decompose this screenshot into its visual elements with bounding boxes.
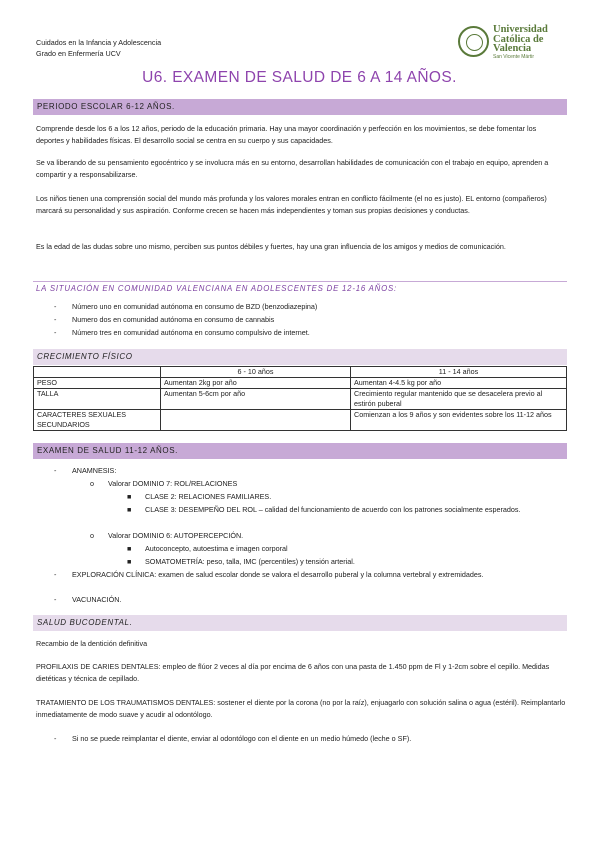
list-item: - EXPLORACIÓN CLÍNICA: examen de salud escolar donde se valora el desarrollo puberal y la columna vertebral y extremidades. [54,570,484,579]
degree-name: Grado en Enfermería UCV [36,49,121,58]
paragraph: TRATAMIENTO DE LOS TRAUMATISMOS DENTALES: sostener el diente por la corona (no por la raíz), enjuagarlo con solución salina o agua (estéril). Reimplantarlo inmediatamente de modo suave y acudir al odontólogo. [36,698,566,719]
table-row [34,389,567,410]
list-item: - ANAMNESIS: [54,466,117,475]
course-name: Cuidados en la Infancia y Adolescencia [36,38,162,47]
running-header [36,37,161,59]
table-cell [161,410,351,431]
list-item: - Si no se puede reimplantar el diente, enviar al odontólogo con el diente en un medio húmedo (leche o SF). [54,734,412,743]
list-item: - Número tres en comunidad autónoma en consumo compulsivo de internet. [54,328,310,337]
section-heading-periodo-escolar: PERIODO ESCOLAR 6-12 AÑOS. [33,99,567,115]
list-item: o Valorar DOMINIO 7: ROL/RELACIONES [90,479,238,488]
section-heading-salud-bucodental: SALUD BUCODENTAL. [33,615,567,631]
table-cell: CARACTERES SEXUALES SECUNDARIOS [34,410,161,431]
table-cell: Crecimiento regular mantenido que se desacelera previo al estirón puberal [351,389,567,410]
paragraph: PROFILAXIS DE CARIES DENTALES: empleo de flúor 2 veces al día por encima de 6 años con una pasta de 1.450 ppm de Fl y 1-2cm sobre el cepillo. Medidas dietéticas y técnica de cepillado. [36,662,550,683]
list-item: ■ CLASE 3: DESEMPEÑO DEL ROL – calidad del funcionamiento de acuerdo con los patrones socialmente esperados. [127,505,521,514]
table-cell: Aumentan 4-4.5 kg por año [351,378,567,389]
document-title: U6. EXAMEN DE SALUD DE 6 A 14 AÑOS. [142,69,457,86]
list-item: o Valorar DOMINIO 6: AUTOPERCEPCIÓN. [90,531,244,540]
table-header-row [34,367,567,378]
paragraph: Es la edad de las dudas sobre uno mismo, perciben sus puntos débiles y fuertes, hay una gran influencia de los amigos y medios de comunicación. [36,242,506,251]
list-item: ■ CLASE 2: RELACIONES FAMILIARES. [127,492,272,501]
paragraph: Los niños tienen una comprensión social del mundo más profunda y los valores morales entran en conflicto fácilmente (el no es justo). EL entorno (compañeros) marcará su personalidad y sus aspiración. Conforme crecen se hacen más independientes y toman sus propias decisiones y conductas. [36,194,547,215]
table-row [34,378,567,389]
table-cell: TALLA [34,389,161,410]
table-cell: PESO [34,378,161,389]
section-heading-comunidad-valenciana: LA SITUACIÓN EN COMUNIDAD VALENCIANA EN ADOLESCENTES DE 12-16 AÑOS: [36,284,397,293]
logo-subtitle: San Vicente Mártir [493,54,535,60]
table-cell: Aumentan 2kg por año [161,378,351,389]
list-item: - VACUNACIÓN. [54,595,122,604]
list-item: - Numero dos en comunidad autónoma en consumo de cannabis [54,315,275,324]
table-header-cell: 6 - 10 años [161,367,351,378]
divider [33,281,567,282]
table-cell: Comienzan a los 9 años y son evidentes sobre los 11-12 años [351,410,567,431]
paragraph: Se va liberando de su pensamiento egocéntrico y se involucra más en su entorno, desarrollan habilidades de comunicación con el trabajo en equipo, aprenden a compartir y a responsabilizarse. [36,158,549,179]
logo-wordmark: Universidad Católica de Valencia [493,24,548,54]
university-seal-icon [458,26,489,57]
table-cell [34,367,161,378]
paragraph: Comprende desde los 6 a los 12 años, periodo de la educación primaria. Hay una mayor coordinación y perfección en los movimientos, se debe fomentar los deportes y habilidades físicas. El desarrollo social se centra en su cuerpo y sus capacidades. [36,124,537,145]
list-item: ■ SOMATOMETRÍA: peso, talla, IMC (percentiles) y tensión arterial. [127,557,355,566]
section-heading-crecimiento-fisico: CRECIMIENTO FÍSICO [33,349,567,365]
list-item: - Número uno en comunidad autónoma en consumo de BZD (benzodiazepina) [54,302,318,311]
table-header-cell: 11 - 14 años [351,367,567,378]
growth-table [33,366,567,431]
table-cell: Aumentan 5-6cm por año [161,389,351,410]
section-heading-examen-salud: EXAMEN DE SALUD 11-12 AÑOS. [33,443,567,459]
university-logo [458,24,568,60]
table-row [34,410,567,431]
list-item: ■ Autoconcepto, autoestima e imagen corporal [127,544,288,553]
paragraph: Recambio de la dentición definitiva [36,639,148,648]
